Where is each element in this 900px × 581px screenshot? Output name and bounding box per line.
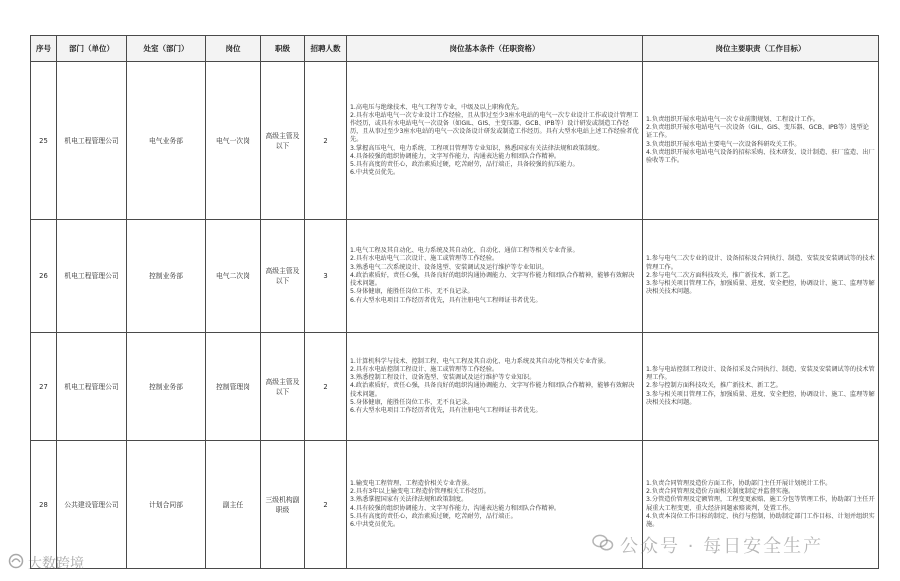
cell-office: 控制业务部	[127, 333, 206, 441]
cell-no: 26	[31, 220, 57, 333]
duty-item: 3.分管造价管理及定额管理，工程变更索赔、施工分包等管理工作，协助部门主任开展重大工程变更、重大经济问题索赔谈判，处置工作。	[646, 496, 875, 512]
recruitment-table-sheet	[30, 35, 878, 569]
qualification-item: 2.具有水电站电气二次设计、施工或管理等工作经验。	[350, 255, 499, 263]
cell-office: 计划合同部	[127, 441, 206, 569]
duty-item: 2.参与电气二次方面科技攻关，推广新技术、新工艺。	[646, 271, 795, 279]
cell-duties	[643, 220, 879, 333]
qualification-item: 4.具备较强的组织协调能力，文字写作能力，沟通表达能力和团队合作精神。	[350, 152, 561, 160]
qualification-item: 3.掌握高压电气、电力系统、工程项目管理等专业知识，熟悉国家有关法律法规和政策制度。	[350, 144, 604, 152]
col-header-post: 岗位	[206, 36, 261, 62]
cell-dept: 机电工程管理公司	[57, 62, 127, 220]
cell-no: 27	[31, 333, 57, 441]
cell-qualifications	[347, 333, 643, 441]
cell-count: 2	[305, 62, 347, 220]
duty-item: 4.负责本岗位工作目标的制定、执行与控制，协助制定部门工作目标、计划并组织实施。	[646, 512, 875, 528]
qualification-item: 3.熟悉控制工程设计、设备选型、安装调试及运行维护等专业知识。	[350, 374, 536, 382]
col-header-duties: 岗位主要职责（工作目标）	[643, 36, 879, 62]
qualification-item: 3.熟悉掌握国家有关法律法规和政策制度。	[350, 496, 468, 504]
cell-qualifications	[347, 220, 643, 333]
qualification-item: 4.政治素质好，责任心强，具备良好的组织沟通协调能力、文字写作能力和团队合作精神，能够有效解决技术问题。	[350, 382, 635, 398]
duty-item: 3.参与相关项目管理工作，加强质量、进度、安全把控，协调设计、施工、监理等解决相关技术问题。	[646, 280, 875, 296]
qualification-item: 1.输变电工程管理、工程造价相关专业背景。	[350, 479, 474, 487]
qualification-item: 5.身体健康，能胜任岗位工作，无不良记录。	[350, 288, 474, 296]
col-header-qualifications: 岗位基本条件（任职资格）	[347, 36, 643, 62]
cell-post: 控制管理岗	[206, 333, 261, 441]
col-header-office: 处室（部门）	[127, 36, 206, 62]
qualification-item: 2.具有3年以上输变电工程造价管理相关工作经历。	[350, 488, 490, 496]
duty-item: 2.参与控制方面科技攻关，推广新技术、新工艺。	[646, 382, 782, 390]
qualification-item: 6.中共党员优先。	[350, 520, 400, 528]
qualification-item: 1.计算机科学与技术、控制工程、电气工程及其自动化、电力系统及其自动化等相关专业背景。	[350, 357, 610, 365]
watermark-right-text: 公众号 · 每日安全生产	[620, 536, 824, 557]
recruitment-table	[30, 35, 879, 569]
qualification-item: 3.熟悉电气二次系统设计、设备选型、安装调试及运行维护等专业知识。	[350, 263, 548, 271]
qualification-item: 2.具有水电站电气一次专业设计工作经验，且从事过至少3座水电站的电气一次专业设计工作或设计管理工作经历，或具有水电站电气一次设备（如GIL、GIS、主变压器、GCB、IPB等）设计研发或制造工作经历，且从事过至少3座水电站的电气一次设备设计研发或制造工作经历。具有大型水电站上述工作经验者优先。	[350, 111, 639, 144]
cell-duties	[643, 62, 879, 220]
qualification-item: 6.有大型水电项目工作经历者优先，具有注册电气工程师证书者优先。	[350, 296, 542, 304]
cell-office: 控制业务部	[127, 220, 206, 333]
cell-dept: 机电工程管理公司	[57, 220, 127, 333]
qualification-item: 6.中共党员优先。	[350, 169, 400, 177]
qualification-item: 6.有大型水电项目工作经历者优先，具有注册电气工程师证书者优先。	[350, 407, 542, 414]
header-row	[31, 36, 879, 62]
qualification-item: 1.高电压与绝缘技术、电气工程等专业，中级及以上职称优先。	[350, 103, 523, 111]
cell-post: 电气一次岗	[206, 62, 261, 220]
duty-item: 4.负责组织开展水电站电气设备的招标采购、技术研发、设计制造、驻厂监造、出厂验收等工作。	[646, 148, 875, 164]
cell-count: 3	[305, 220, 347, 333]
qualification-item: 5.具有高度的责任心，政治素质过硬，吃苦耐劳，品行端正。	[350, 512, 517, 520]
qualification-item: 5.身体健康，能胜任岗位工作，无不良记录。	[350, 398, 474, 406]
cell-office: 电气业务部	[127, 62, 206, 220]
duty-item: 1.负责合同管理及造价方面工作，协助部门主任开展计划统计工作。	[646, 479, 832, 487]
cell-count: 2	[305, 333, 347, 441]
col-header-no: 序号	[31, 36, 57, 62]
cell-count: 2	[305, 441, 347, 569]
cell-level: 三级机构副职级	[261, 441, 305, 569]
watermark-left-text: 大数跨境	[28, 556, 84, 572]
watermark-right	[592, 532, 823, 558]
cell-level: 高级主管及以下	[261, 333, 305, 441]
wechat-icon	[592, 534, 614, 557]
duty-item: 1.负责组织开展水电站电气一次专业前期规划、工程设计工作。	[646, 115, 819, 123]
duty-item: 3.负责组织开展水电站主要电气一次设备科研攻关工作。	[646, 140, 801, 148]
duty-item: 1.参与电气二次专业的设计、设备招标及合同执行、制造、安装及安装调试等的技术管理工作。	[646, 255, 875, 271]
cell-level: 高级主管及以下	[261, 220, 305, 333]
watermark-left	[8, 553, 84, 573]
duty-item: 1.参与电站控制工程设计、设备招采及合同执行、制造、安装及安装调试等的技术管理工作。	[646, 365, 875, 382]
cell-no: 25	[31, 62, 57, 220]
cell-level: 高级主管及以下	[261, 62, 305, 220]
duty-item: 2.负责合同管理及造价方面相关制度制定并监督实施。	[646, 488, 795, 496]
cell-duties	[643, 333, 879, 441]
table-row	[31, 333, 879, 441]
qualification-item: 2.具有水电站控制工程设计、施工或管理等工作经验。	[350, 365, 499, 373]
duty-item: 2.负责组织开展水电站电气一次设备（GIL、GIS、变压器、GCB、IPB等）选型论证工作。	[646, 124, 869, 140]
table-row	[31, 220, 879, 333]
cell-qualifications	[347, 62, 643, 220]
cell-no: 28	[31, 441, 57, 569]
cell-dept: 机电工程管理公司	[57, 333, 127, 441]
col-header-level: 职级	[261, 36, 305, 62]
col-header-count: 招聘人数	[305, 36, 347, 62]
table-row	[31, 62, 879, 220]
qualification-item: 4.具有较强的组织协调能力、文字写作能力，沟通表达能力和团队合作精神。	[350, 504, 561, 512]
cell-dept: 公共建设管理公司	[57, 441, 127, 569]
cell-post: 副主任	[206, 441, 261, 569]
qualification-item: 4.政治素质好，责任心强，具备良好的组织沟通协调能力、文字写作能力和团队合作精神，能够有效解决技术问题。	[350, 271, 635, 288]
qualification-item: 1.电气工程及其自动化、电力系统及其自动化、自动化、通信工程等相关专业背景。	[350, 247, 579, 255]
logo-icon	[8, 553, 24, 573]
qualification-item: 5.具有高度的责任心，政治素质过硬，吃苦耐劳，品行端正，具备较强的抗压能力。	[350, 161, 579, 168]
col-header-dept: 部门（单位）	[57, 36, 127, 62]
cell-post: 电气二次岗	[206, 220, 261, 333]
duty-item: 3.参与相关项目管理工作，加强质量、进度、安全把控，协调设计、施工、监理等解决相关技术问题。	[646, 390, 875, 406]
